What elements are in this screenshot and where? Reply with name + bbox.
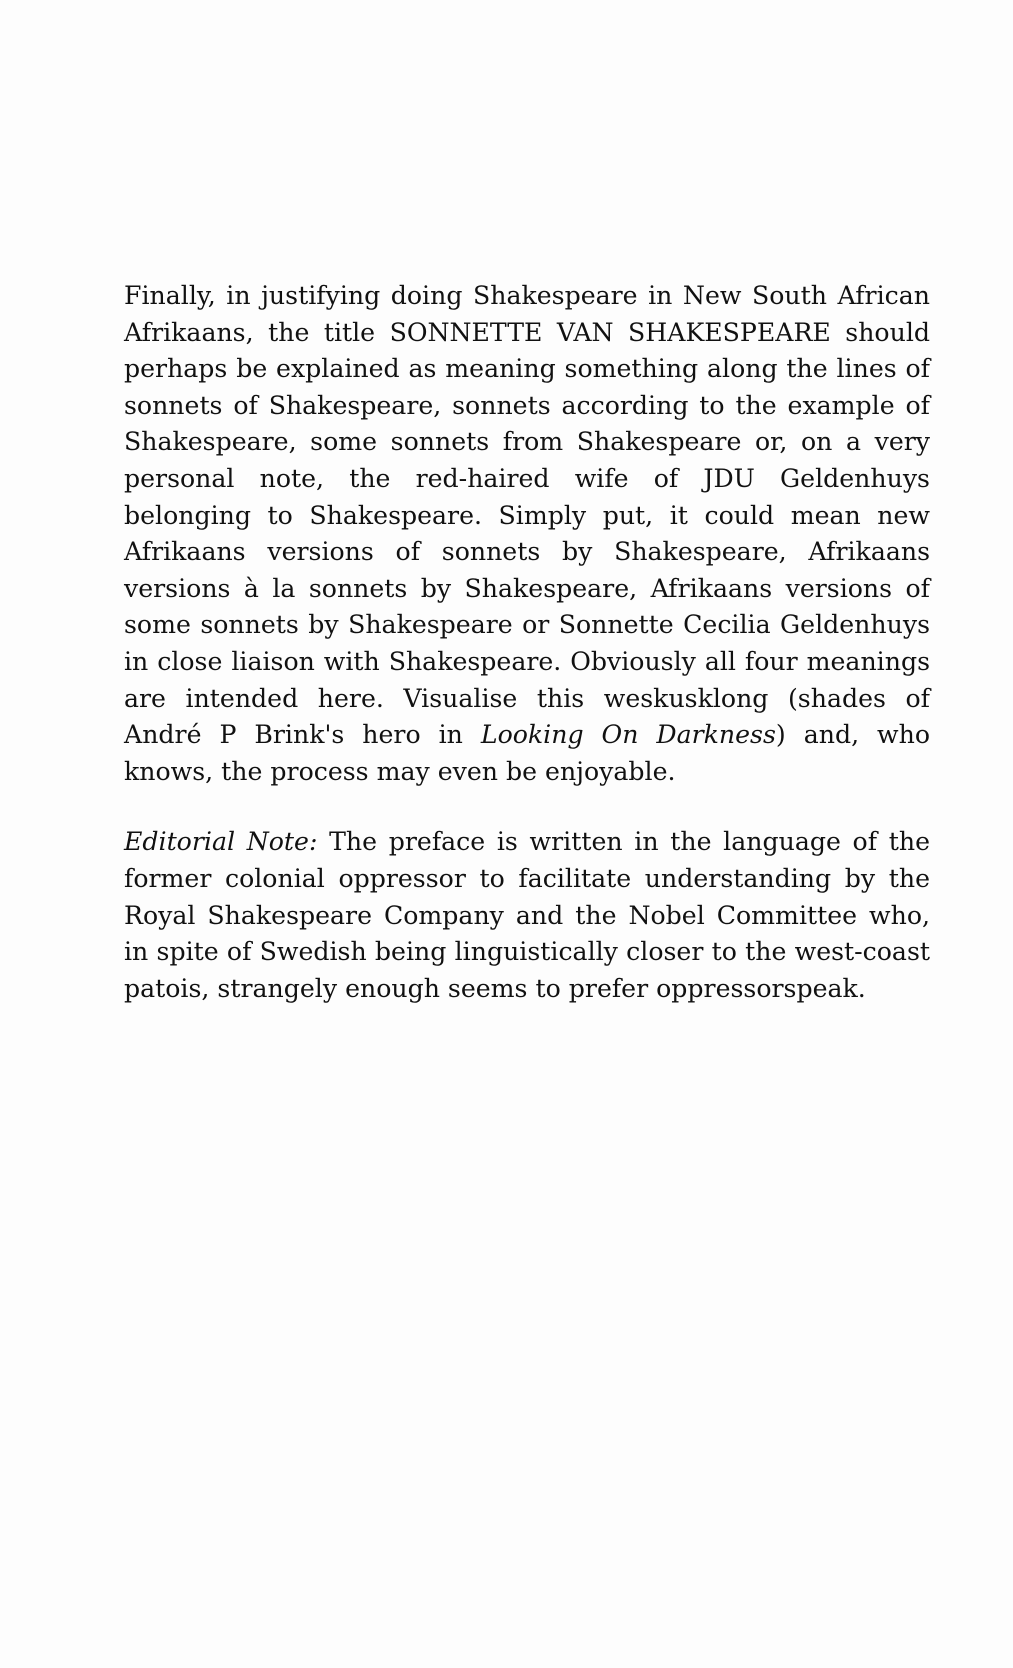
preface-text bbox=[124, 278, 930, 1007]
book-title-looking-on-darkness: Looking On Darkness bbox=[480, 720, 776, 750]
editorial-note-label: Editorial Note: bbox=[124, 827, 318, 857]
editorial-note-text: The preface is written in the language of the former colonial oppressor to facilitate understanding by the Royal Shakespeare Company and the Nobel Committee who, in spite of Swedish being linguistically closer to the west-coast patois, strangely enough seems to prefer oppressorspeak. bbox=[124, 827, 930, 1003]
paragraph-1-text: Finally, in justifying doing Shakespeare in New South African Afrikaans, the title SONNETTE VAN SHAKESPEARE should perhaps be explained as meaning something along the lines of sonnets of Shakespeare, sonnets according to the example of Shakespeare, some sonnets from Shakespeare or, on a very personal note, the red-haired wife of JDU Geldenhuys belonging to Shakespeare. Simply put, it could mean new Afrikaans versions of sonnets by Shakespeare, Afrikaans versions à la sonnets by Shakespeare, Afrikaans versions of some sonnets by Shakespeare or Sonnette Cecilia Geldenhuys in close liaison with Shakespeare. Obviously all four meanings are intended here. Visualise this weskusklong (shades of André P Brink's hero in bbox=[124, 281, 930, 750]
paragraph-justification bbox=[124, 278, 930, 790]
paragraph-editorial-note bbox=[124, 824, 930, 1007]
paragraph-1-ending: ) and, who knows, the process may even be enjoyable. bbox=[124, 720, 930, 786]
